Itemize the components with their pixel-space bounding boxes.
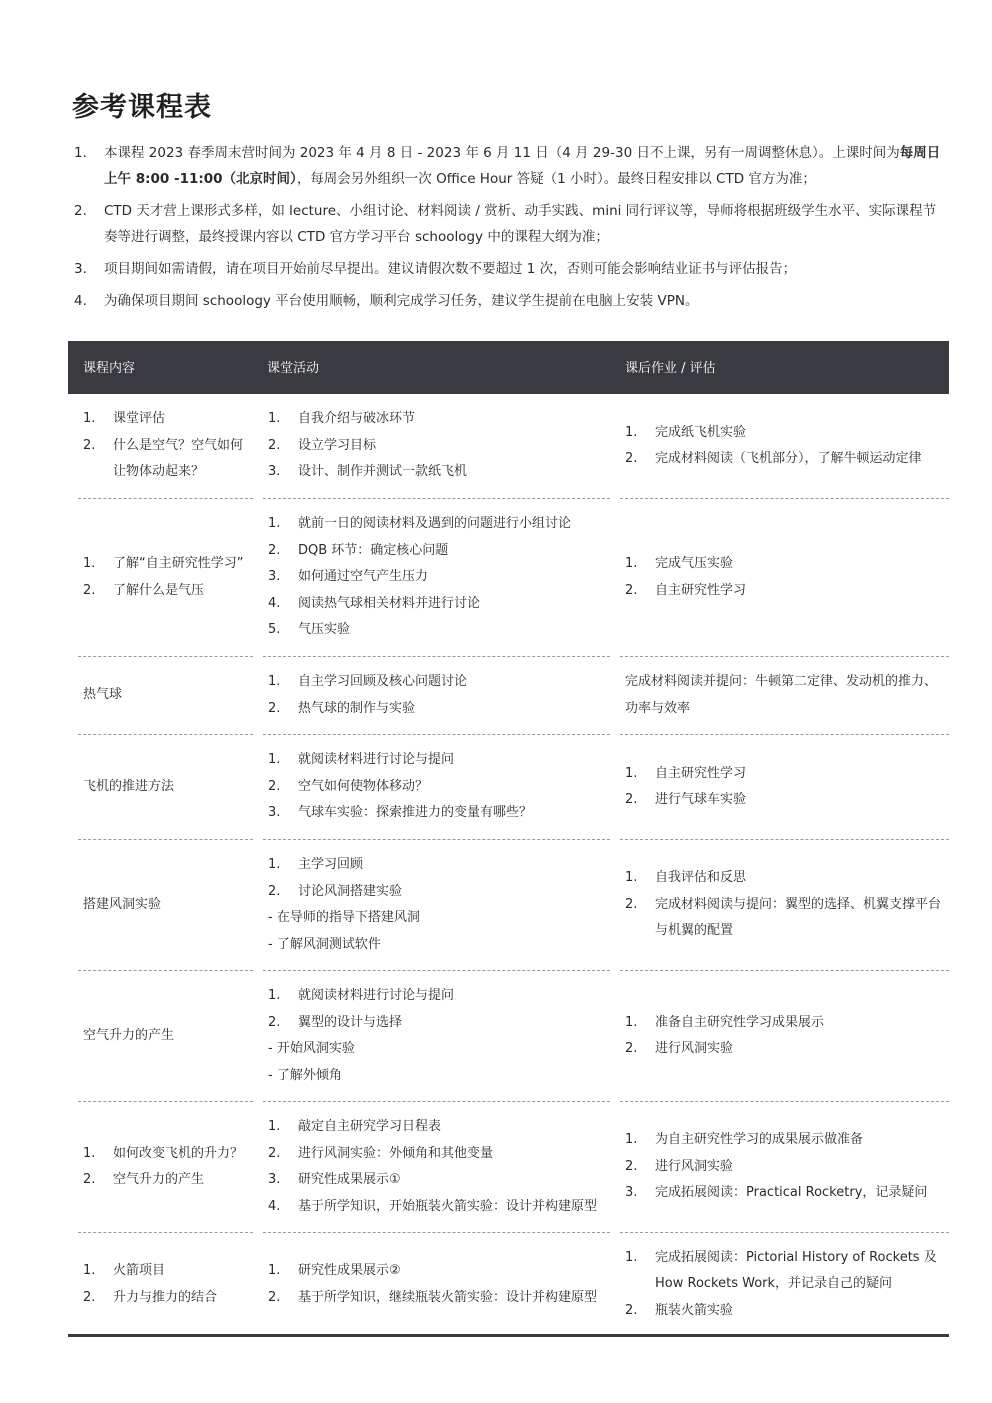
header-activities: 课堂活动 [267, 361, 320, 376]
list-item [268, 1063, 610, 1090]
list-item [625, 578, 949, 605]
list-item [83, 433, 253, 486]
list-text: 完成拓展阅读：Pictorial History of Rockets 及 How Rockets Work，并记录自己的疑问 [655, 1249, 937, 1292]
list-number: 2. [625, 1041, 638, 1056]
list-text: 就前一日的阅读材料及遇到的问题进行小组讨论 [298, 516, 572, 532]
list-number: 1. [268, 516, 281, 532]
list-text: 空气升力的产生 [83, 1027, 175, 1043]
note-text: 为确保项目期间 schoology 平台使用顺畅，顺利完成学习任务，建议学生提前在电脑上安装 VPN。 [104, 293, 699, 309]
note-text: 本课程 2023 春季周末营时间为 2023 年 4 月 8 日 - 2023 年 6 月 11 日（4 月 29-30 日不上课，另有一周调整休息）。上课时间为 [104, 145, 900, 161]
list-text: 自我介绍与破冰环节 [298, 411, 416, 427]
list-item [268, 1010, 610, 1037]
list-number: 1. [268, 988, 281, 1003]
list-item [268, 406, 610, 433]
content-cell [78, 735, 253, 840]
note-item [72, 256, 942, 282]
list-number: 2. [268, 1014, 281, 1030]
list-item [625, 551, 949, 578]
list-number: 1. [268, 857, 281, 872]
list-item [268, 800, 610, 827]
list-text: 完成气压实验 [655, 556, 734, 571]
list-text: 热气球的制作与实验 [298, 700, 416, 716]
activities-cell [263, 1233, 610, 1337]
list-text: 自主研究性学习 [655, 765, 747, 781]
note-number: 2. [74, 203, 87, 219]
list-number: 1. [625, 1014, 638, 1030]
list-number: 3. [625, 1185, 638, 1201]
list-text: 设立学习目标 [298, 437, 377, 453]
list-text: 进行风洞实验：外倾角和其他变量 [298, 1145, 494, 1161]
list-text: 飞机的推进方法 [83, 778, 175, 794]
list-number: 2. [83, 1172, 96, 1187]
list-item [268, 983, 610, 1010]
list-item [268, 696, 610, 723]
list-number: 5. [268, 622, 281, 638]
list-text: 什么是空气？空气如何让物体动起来？ [113, 437, 244, 480]
list-item [268, 1141, 610, 1168]
list-number: 2. [268, 700, 281, 716]
note-number: 3. [74, 261, 87, 277]
list-number: 2. [268, 1145, 281, 1161]
list-text: - 了解外倾角 [268, 1067, 342, 1083]
list-item [268, 905, 610, 932]
page-title: 参考课程表 [72, 92, 212, 123]
header-homework: 课后作业 / 评估 [625, 361, 716, 376]
list-number: 1. [268, 674, 281, 689]
list-item [625, 1298, 949, 1325]
list-item [625, 669, 949, 722]
note-item [72, 140, 942, 192]
header-content: 课程内容 [83, 361, 136, 376]
homework-cell [620, 657, 949, 735]
list-text: 自主研究性学习 [655, 582, 747, 598]
list-number: 1. [268, 752, 281, 768]
list-text: 基于所学知识，开始瓶装火箭实验：设计并构建原型 [298, 1198, 598, 1214]
list-text: 研究性成果展示② [298, 1263, 401, 1278]
list-text: 就阅读材料进行讨论与提问 [298, 988, 455, 1003]
list-number: 1. [625, 1249, 638, 1265]
list-number: 2. [268, 883, 281, 899]
list-number: 1. [268, 1263, 281, 1278]
list-number: 2. [83, 582, 96, 598]
list-item [268, 1114, 610, 1141]
list-item [625, 787, 949, 814]
list-item [268, 1167, 610, 1194]
list-number: 1. [625, 870, 638, 886]
table-header [68, 341, 949, 394]
content-cell [78, 1233, 253, 1337]
list-text: 气压实验 [298, 622, 351, 638]
table-row [68, 657, 949, 735]
list-number: 1. [83, 556, 96, 571]
list-item [268, 852, 610, 879]
list-number: 3. [268, 569, 281, 585]
list-text: 热气球 [83, 687, 123, 703]
content-cell [78, 840, 253, 971]
note-item [72, 198, 942, 250]
list-number: 4. [268, 595, 281, 611]
list-text: 完成材料阅读并提问：牛顿第二定律、发动机的推力、功率与效率 [625, 674, 938, 716]
activities-cell [263, 394, 610, 499]
list-item [625, 761, 949, 788]
list-text: 火箭项目 [113, 1263, 166, 1278]
list-number: 3. [268, 1172, 281, 1187]
homework-cell [620, 394, 949, 499]
list-text: DQB 环节：确定核心问题 [298, 542, 449, 558]
list-item [268, 669, 610, 696]
homework-cell [620, 735, 949, 840]
table-bottom-rule [68, 1334, 949, 1337]
list-text: 进行风洞实验 [655, 1158, 734, 1174]
list-text: 自我评估和反思 [655, 870, 747, 886]
list-text: 自主学习回顾及核心问题讨论 [298, 674, 468, 689]
list-item [83, 1141, 253, 1168]
list-text: 进行风洞实验 [655, 1041, 734, 1056]
list-text: 设计、制作并测试一款纸飞机 [298, 464, 468, 480]
activities-cell [263, 1102, 610, 1233]
list-item [268, 564, 610, 591]
list-text: 空气升力的产生 [113, 1172, 205, 1187]
table-body [68, 394, 949, 1337]
list-item [625, 892, 949, 945]
list-number: 1. [625, 765, 638, 781]
list-text: 准备自主研究性学习成果展示 [655, 1014, 825, 1030]
list-item [268, 459, 610, 486]
list-text: 空气如何使物体移动？ [298, 778, 429, 794]
note-text: ，每周会另外组织一次 Office Hour 答疑（1 小时）。最终日程安排以 CTD 官方为准； [296, 171, 816, 187]
list-number: 2. [83, 1289, 96, 1305]
list-item [625, 1127, 949, 1154]
list-text: 如何通过空气产生压力 [298, 569, 429, 585]
list-item [625, 1180, 949, 1207]
note-number: 4. [74, 293, 87, 309]
activities-cell [263, 971, 610, 1102]
list-text: 升力与推力的结合 [113, 1289, 218, 1305]
note-bold-text: 每周日上午 8:00 -11:00（北京时间） [104, 145, 941, 187]
list-item [268, 1285, 610, 1312]
list-item [83, 578, 253, 605]
list-number: 4. [268, 1198, 281, 1214]
list-item [83, 406, 253, 433]
activities-cell [263, 657, 610, 735]
list-item [83, 774, 253, 801]
homework-cell [620, 1233, 949, 1337]
list-text: 瓶装火箭实验 [655, 1302, 734, 1318]
table-row [68, 735, 949, 840]
note-text: CTD 天才营上课形式多样，如 lecture、小组讨论、材料阅读 / 赏析、动手实践、mini 同行评议等，导师将根据班级学生水平、实际课程节奏等进行调整，最终授课内容以 CTD 官方学习平台 schoology 中的课程大纲为准； [104, 203, 937, 245]
list-item [268, 538, 610, 565]
list-item [625, 420, 949, 447]
list-item [83, 1167, 253, 1194]
list-text: - 开始风洞实验 [268, 1041, 355, 1056]
list-number: 2. [625, 451, 638, 466]
list-item [268, 1258, 610, 1285]
list-number: 2. [625, 896, 638, 912]
list-item [83, 892, 253, 919]
list-number: 1. [625, 424, 638, 440]
list-text: 完成拓展阅读：Practical Rocketry，记录疑问 [655, 1185, 928, 1201]
list-item [83, 682, 253, 709]
list-number: 2. [268, 437, 281, 453]
content-cell [78, 394, 253, 499]
list-number: 2. [268, 778, 281, 794]
note-item [72, 288, 942, 314]
list-item [625, 1245, 949, 1298]
homework-cell [620, 1102, 949, 1233]
list-text: 完成纸飞机实验 [655, 424, 747, 440]
list-item [83, 551, 253, 578]
note-number: 1. [74, 145, 87, 161]
content-cell [78, 657, 253, 735]
list-number: 3. [268, 805, 281, 821]
list-item [268, 747, 610, 774]
list-text: 气球车实验：探索推进力的变量有哪些？ [298, 805, 533, 821]
list-text: 了解什么是气压 [113, 582, 205, 598]
list-text: 翼型的设计与选择 [298, 1014, 403, 1030]
list-item [625, 446, 949, 473]
list-item [625, 865, 949, 892]
list-text: 搭建风洞实验 [83, 896, 162, 912]
list-text: 就阅读材料进行讨论与提问 [298, 752, 455, 768]
list-text: 完成材料阅读与提问：翼型的选择、机翼支撑平台与机翼的配置 [655, 896, 942, 939]
list-item [268, 617, 610, 644]
list-number: 1. [83, 1263, 96, 1278]
list-number: 2. [625, 1158, 638, 1174]
content-cell [78, 971, 253, 1102]
list-number: 1. [268, 411, 281, 427]
list-item [268, 511, 610, 538]
list-number: 1. [83, 1145, 96, 1161]
homework-cell [620, 499, 949, 657]
list-text: 进行气球车实验 [655, 792, 747, 807]
table-row [68, 971, 949, 1102]
note-text: 项目期间如需请假，请在项目开始前尽早提出。建议请假次数不要超过 1 次，否则可能会影响结业证书与评估报告； [104, 261, 797, 277]
list-text: 基于所学知识，继续瓶装火箭实验：设计并构建原型 [298, 1289, 598, 1305]
list-item [268, 591, 610, 618]
list-text: 讨论风洞搭建实验 [298, 883, 403, 899]
content-cell [78, 499, 253, 657]
list-number: 2. [268, 1289, 281, 1305]
list-text: 如何改变飞机的升力？ [113, 1145, 244, 1161]
table-row [68, 1102, 949, 1233]
list-item [268, 879, 610, 906]
list-item [83, 1023, 253, 1050]
list-number: 3. [268, 464, 281, 480]
notes-list [72, 140, 942, 320]
list-number: 1. [625, 1132, 638, 1148]
list-text: - 了解风洞测试软件 [268, 936, 381, 952]
activities-cell [263, 499, 610, 657]
course-schedule-table [68, 341, 949, 1337]
homework-cell [620, 971, 949, 1102]
list-text: 完成材料阅读（飞机部分），了解牛顿运动定律 [655, 451, 922, 466]
list-text: 研究性成果展示① [298, 1172, 401, 1187]
list-number: 2. [268, 542, 281, 558]
activities-cell [263, 735, 610, 840]
list-item [83, 1258, 253, 1285]
list-text: 阅读热气球相关材料并进行讨论 [298, 595, 481, 611]
list-text: 敲定自主研究学习日程表 [298, 1119, 442, 1134]
list-item [625, 1036, 949, 1063]
list-item [268, 932, 610, 959]
list-number: 1. [83, 411, 96, 427]
list-text: 主学习回顾 [298, 857, 364, 872]
list-text: 课堂评估 [113, 411, 166, 427]
list-item [625, 1010, 949, 1037]
list-item [268, 1194, 610, 1221]
table-row [68, 499, 949, 657]
list-text: - 在导师的指导下搭建风洞 [268, 910, 420, 925]
list-number: 1. [625, 556, 638, 571]
content-cell [78, 1102, 253, 1233]
list-item [268, 433, 610, 460]
list-number: 2. [625, 1302, 638, 1318]
list-number: 2. [625, 792, 638, 807]
list-text: 为自主研究性学习的成果展示做准备 [655, 1132, 864, 1148]
homework-cell [620, 840, 949, 971]
list-text: 了解“自主研究性学习” [113, 556, 244, 571]
table-row [68, 1233, 949, 1337]
list-item [268, 1036, 610, 1063]
table-row [68, 394, 949, 499]
activities-cell [263, 840, 610, 971]
list-item [625, 1154, 949, 1181]
list-number: 2. [625, 582, 638, 598]
list-number: 1. [268, 1119, 281, 1134]
table-row [68, 840, 949, 971]
list-item [83, 1285, 253, 1312]
list-number: 2. [83, 437, 96, 453]
list-item [268, 774, 610, 801]
